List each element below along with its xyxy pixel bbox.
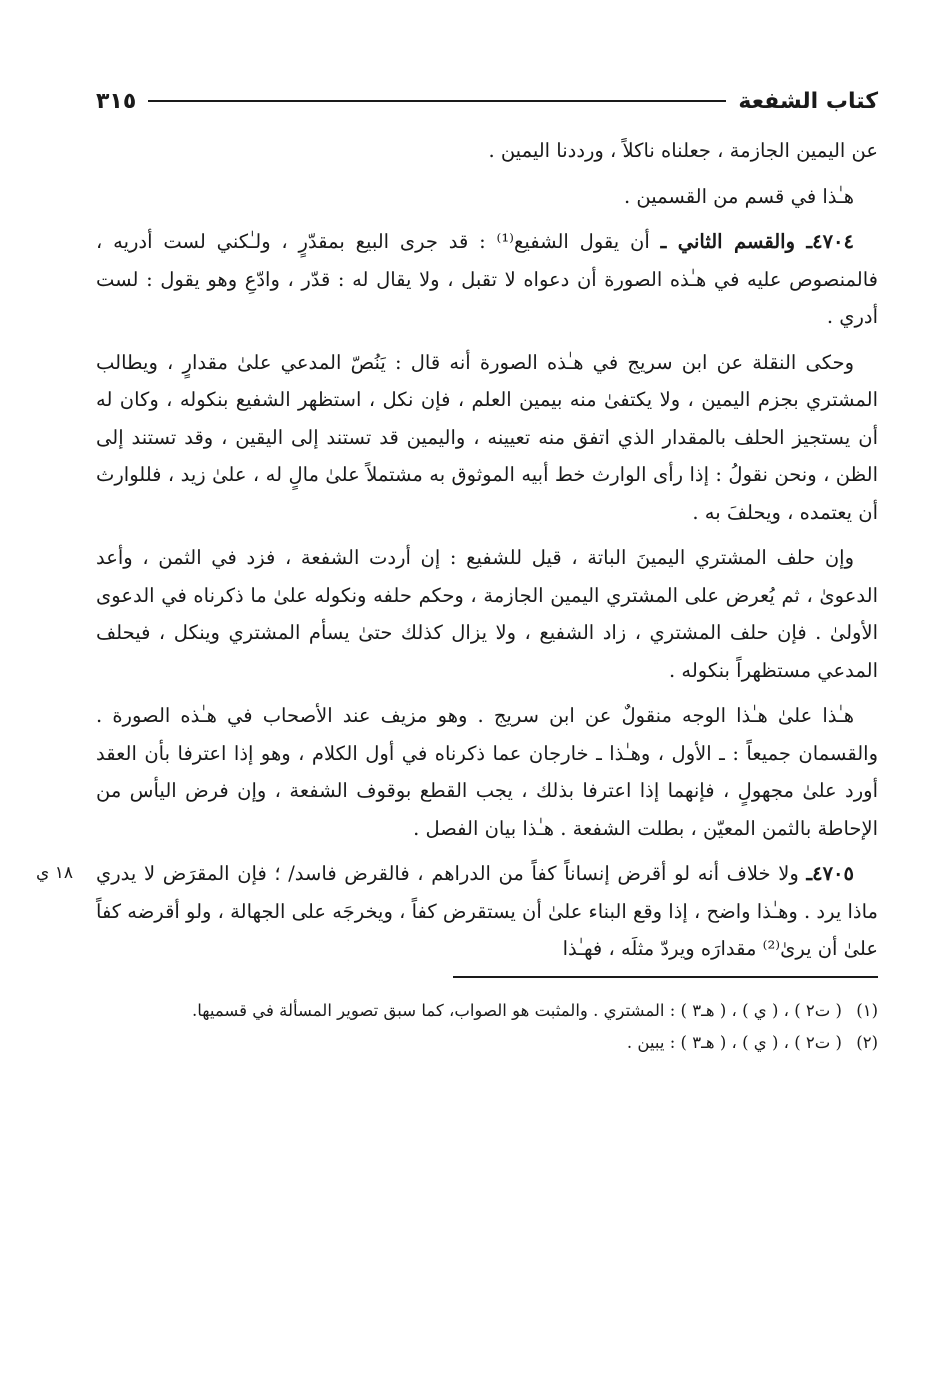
footnotes	[96, 996, 878, 1058]
paragraph	[96, 539, 878, 689]
footnote-number: (٢)	[856, 1032, 878, 1052]
paragraph	[96, 223, 878, 336]
paragraph	[96, 697, 878, 847]
header-rule	[148, 100, 726, 102]
footnote-number: (١)	[856, 1000, 878, 1020]
footnote	[96, 1028, 878, 1058]
footnote-separator	[453, 976, 878, 978]
paragraph-text: ولا خلاف أنه لو أقرض إنساناً كفاً من الدراهم ، فالقرض فاسد/ ؛ فإن المقرَض لا يدري ماذا يرد . وهـٰذا واضح ، إذا وقع البناء علىٰ أن يستقرض كفاً ، ويخرجَه على الجهالة ، ولو أقرضه كفاً علىٰ أن يرىٰ⁽²⁾ مقدارَه ويردّ مثلَه ، فهـٰذا	[96, 862, 878, 960]
paragraph-text: أن يقول الشفيع⁽¹⁾ : قد جرى البيع بمقدّرٍ ، ولـٰكني لست أدريه ، فالمنصوص عليه في هـٰذه الصورة أن دعواه لا تقبل ، ولا يقال له : قدّر ، وادّعِ وهو يقول : لست أدري .	[96, 230, 878, 328]
page-number: ٣١٥	[96, 88, 137, 114]
paragraph-text: عن اليمين الجازمة ، جعلناه ناكلاً ، ورددنا اليمين .	[488, 139, 878, 162]
footnote	[96, 996, 878, 1026]
main-text	[36, 132, 878, 968]
footnote-text: ( ت٢ ) ، ( ي ) ، ( هـ٣ ) : المشتري . والمثبت هو الصواب، كما سبق تصوير المسألة في قسميها.	[192, 1000, 842, 1020]
paragraph-number: ٤٧٠٥ـ	[806, 862, 854, 885]
paragraph-text: وإن حلف المشتري اليمينَ الباتة ، قيل للشفيع : إن أردت الشفعة ، فزد في الثمن ، وأعد الدعوىٰ ، ثم يُعرض على المشتري اليمين الجازمة ، وحكم حلفه ونكوله علىٰ ما ذكرناه في الدعوى الأولىٰ . فإن حلف المشتري ، زاد الشفيع ، ولا يزال كذلك حتىٰ يسأم المشتري وينكل ، فيحلف المدعي مستظهراً بنكوله .	[96, 546, 878, 682]
paragraph	[96, 178, 878, 216]
footnote-text: ( ت٢ ) ، ( ي ) ، ( هـ٣ ) : يبين .	[626, 1032, 842, 1052]
running-header	[96, 78, 878, 124]
paragraph	[36, 855, 878, 968]
paragraph-number: ٤٧٠٤ـ والقسم الثاني ـ	[660, 230, 855, 253]
document-page	[36, 78, 878, 1368]
paragraph-text: هـٰذا علىٰ هـٰذا الوجه منقولٌ عن ابن سريج . وهو مزيف عند الأصحاب في هـٰذه الصورة . والقسمان جميعاً : ـ الأول ، وهـٰذا ـ خارجان عما ذكرناه في أول الكلام ، وهو إذا اعترفا بأن العقد أورد علىٰ مجهولٍ ، فإنهما إذا اعترفا بذلك ، يجب القطع بوقوف الشفعة ، وإن فرض اليأس من الإحاطة بالثمن المعيّن ، بطلت الشفعة . هـٰذا بيان الفصل .	[96, 704, 878, 840]
margin-note: ١٨ ي	[36, 863, 73, 883]
paragraph-text: وحكى النقلة عن ابن سريج في هـٰذه الصورة أنه قال : يَنُصّ المدعي علىٰ مقدارٍ ، ويطالب المشتري بجزم اليمين ، ولا يكتفىٰ منه بيمين العلم ، فإن نكل ، استظهر الشفيع بنكوله ، وكان له أن يستجيز الحلف بالمقدار الذي اتفق منه تعيينه ، واليمين قد تستند إلى اليقين ، وقد تستند إلى الظن ، ونحن نقولُ : إذا رأى الوارث خط أبيه الموثوق به مشتملاً علىٰ مالٍ له ، علىٰ زيد ، فللوارث أن يعتمده ، ويحلفَ به .	[96, 350, 878, 524]
paragraph	[96, 344, 878, 532]
paragraph-text: هـٰذا في قسم من القسمين .	[623, 184, 854, 208]
paragraph	[96, 132, 878, 170]
header-title: كتاب الشفعة	[738, 88, 878, 114]
